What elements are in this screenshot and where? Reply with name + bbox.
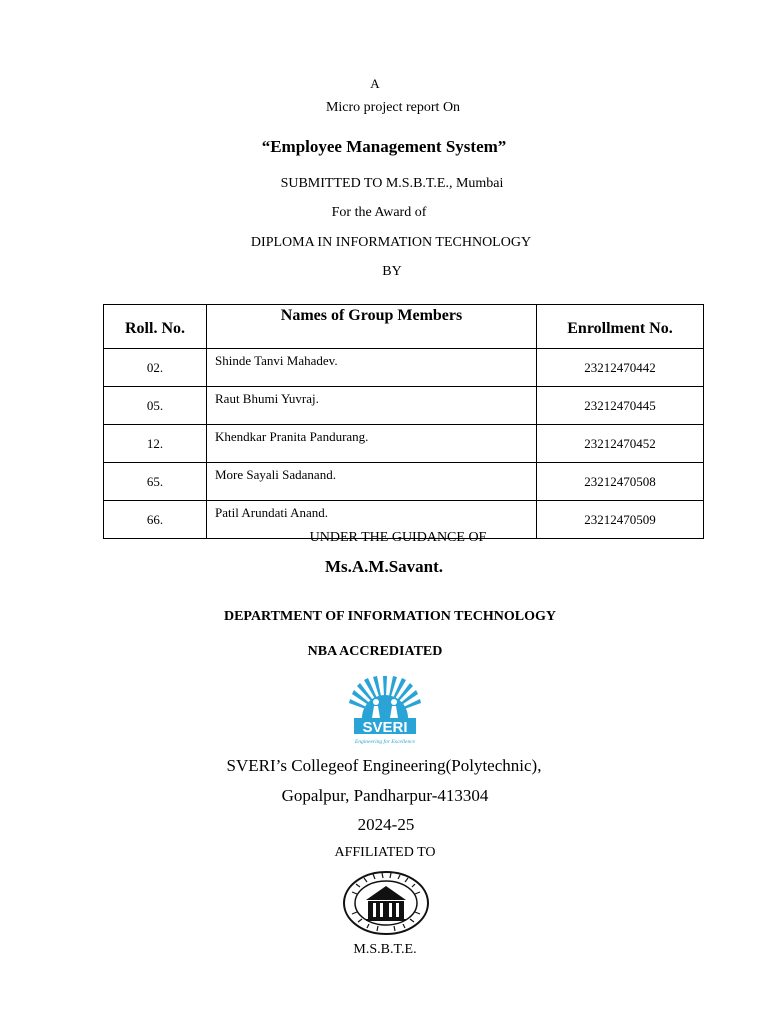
affiliated-to: AFFILIATED TO bbox=[334, 845, 436, 860]
msbte-label: M.S.B.T.E. bbox=[353, 942, 417, 957]
name-cell: Shinde Tanvi Mahadev. bbox=[207, 349, 537, 387]
submitted-to: SUBMITTED TO M.S.B.T.E., Mumbai bbox=[280, 176, 504, 191]
enrollment-cell: 23212470452 bbox=[537, 425, 704, 463]
name-cell: Raut Bhumi Yuvraj. bbox=[207, 387, 537, 425]
name-cell: More Sayali Sadanand. bbox=[207, 463, 537, 501]
table-header-row bbox=[104, 305, 704, 349]
enrollment-cell: 23212470509 bbox=[537, 501, 704, 539]
department-name: DEPARTMENT OF INFORMATION TECHNOLOGY bbox=[223, 609, 557, 624]
diploma: DIPLOMA IN INFORMATION TECHNOLOGY bbox=[250, 235, 532, 250]
enrollment-cell: 23212470442 bbox=[537, 349, 704, 387]
msbte-seal-icon bbox=[342, 870, 430, 936]
header-names: Names of Group Members bbox=[207, 305, 537, 349]
academic-year: 2024-25 bbox=[357, 815, 415, 834]
college-name: SVERI’s Collegeof Engineering(Polytechnic), bbox=[226, 756, 542, 775]
roll-cell: 66. bbox=[104, 501, 207, 539]
sveri-tagline: Engineering for Excellence bbox=[354, 739, 416, 745]
group-members-table bbox=[103, 304, 704, 539]
name-cell: Patil Arundati Anand. bbox=[207, 501, 537, 539]
header-enrollment: Enrollment No. bbox=[537, 305, 704, 349]
project-title: “Employee Management System” bbox=[261, 137, 507, 156]
accreditation: NBA ACCREDIATED bbox=[307, 644, 443, 659]
header-roll: Roll. No. bbox=[104, 305, 207, 349]
by-label: BY bbox=[382, 264, 402, 279]
enrollment-cell: 23212470445 bbox=[537, 387, 704, 425]
header-report-on: Micro project report On bbox=[325, 100, 461, 115]
guidance-label: UNDER THE GUIDANCE OF bbox=[309, 530, 487, 545]
header-a: A bbox=[370, 76, 380, 91]
roll-cell: 02. bbox=[104, 349, 207, 387]
name-cell: Khendkar Pranita Pandurang. bbox=[207, 425, 537, 463]
roll-cell: 65. bbox=[104, 463, 207, 501]
roll-cell: 12. bbox=[104, 425, 207, 463]
table-row bbox=[104, 425, 704, 463]
enrollment-cell: 23212470508 bbox=[537, 463, 704, 501]
sveri-logo-text: SVERI bbox=[362, 719, 408, 736]
for-award: For the Award of bbox=[331, 205, 427, 220]
table-row bbox=[104, 463, 704, 501]
table-row bbox=[104, 349, 704, 387]
guide-name: Ms.A.M.Savant. bbox=[324, 557, 444, 576]
sveri-logo-icon bbox=[340, 676, 430, 748]
roll-cell: 05. bbox=[104, 387, 207, 425]
college-address: Gopalpur, Pandharpur-413304 bbox=[281, 786, 489, 805]
table-row bbox=[104, 387, 704, 425]
